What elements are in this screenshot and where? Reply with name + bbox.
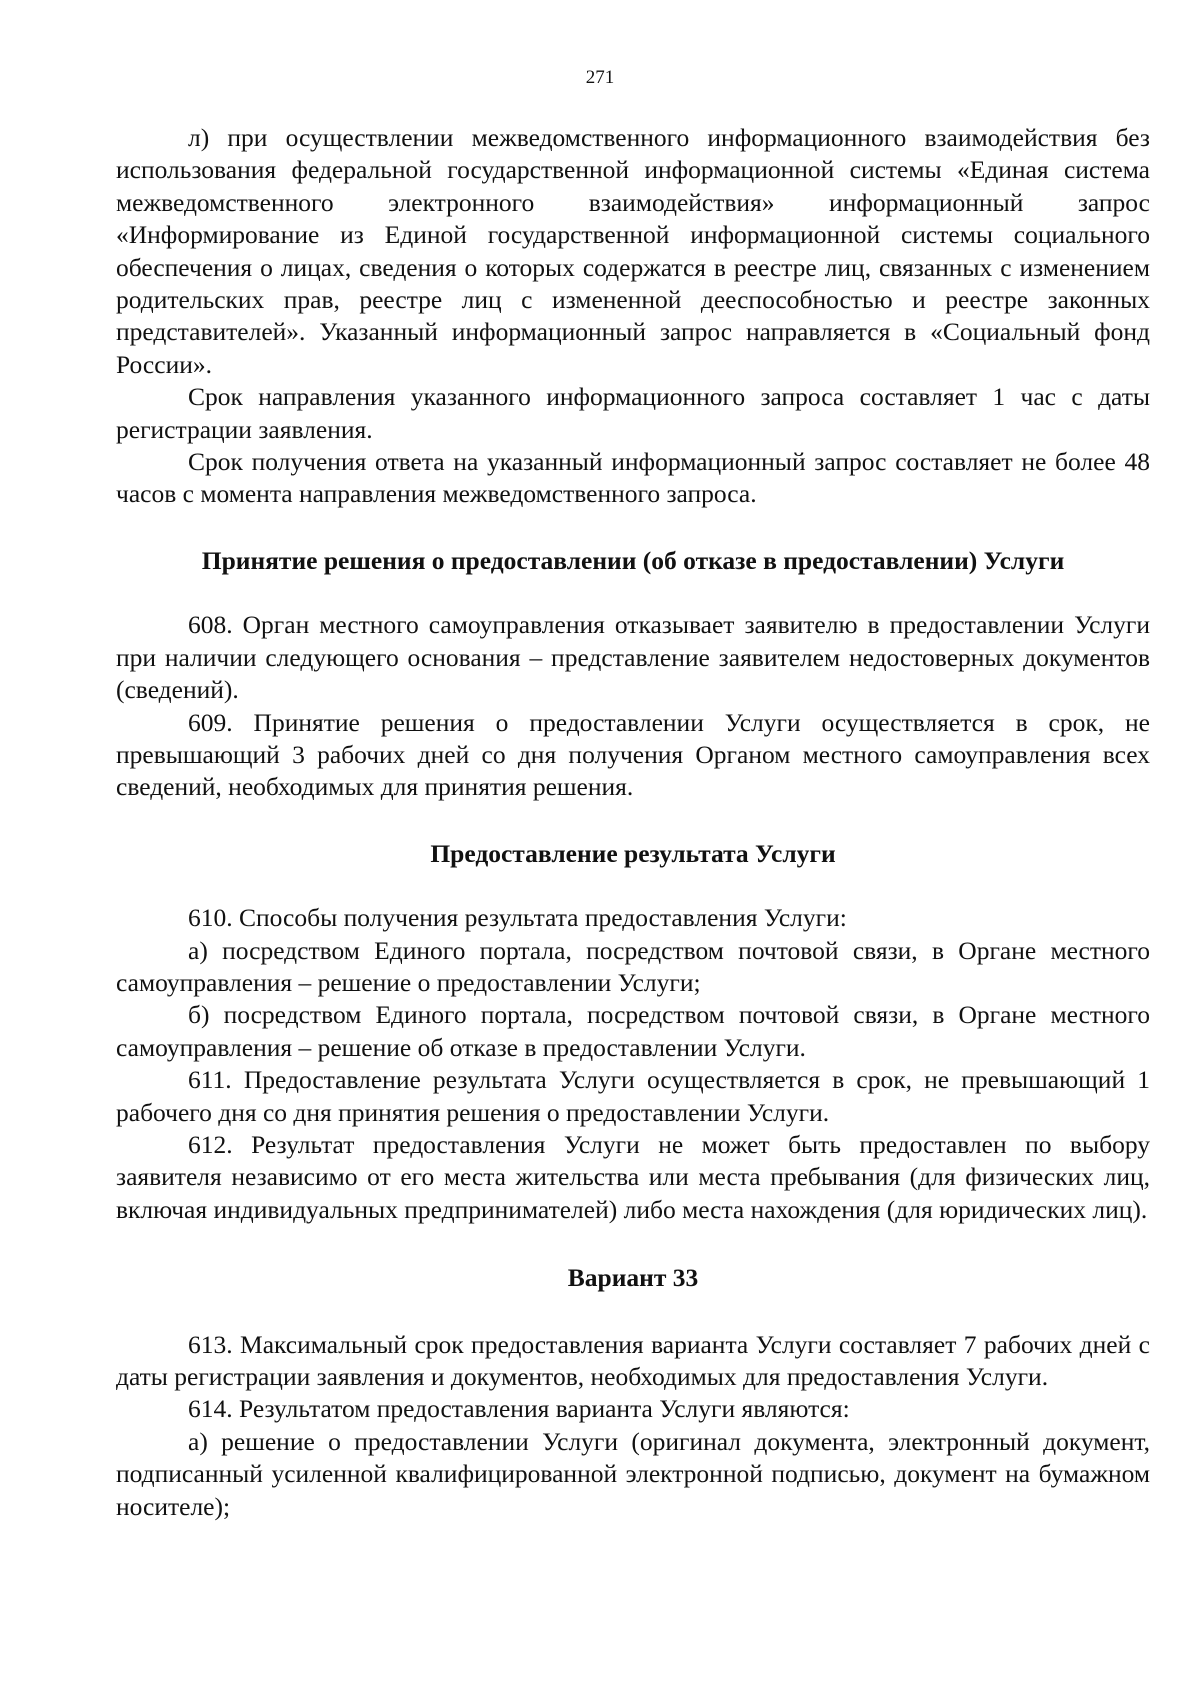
paragraph-response-deadline: Срок получения ответа на указанный информационный запрос составляет не более 48 часов с момента направления межведомственного запроса. (116, 447, 1150, 509)
paragraph-request-deadline: Срок направления указанного информационного запроса составляет 1 час с даты регистрации заявления. (116, 382, 1150, 444)
section-heading-decision: Принятие решения о предоставлении (об отказе в предоставлении) Услуги (201, 545, 1065, 575)
paragraph-612: 612. Результат предоставления Услуги не может быть предоставлен по выбору заявителя независимо от его места жительства или места пребывания (для физических лиц, включая индивидуальных предпринимателей) либо места нахождения (для юридических лиц). (116, 1129, 1150, 1224)
paragraph-611: 611. Предоставление результата Услуги осуществляется в срок, не превышающий 1 рабочего дня со дня принятия решения о предоставлении Услуги. (116, 1065, 1150, 1127)
document-body (116, 122, 1150, 1523)
paragraph-610: 610. Способы получения результата предоставления Услуги: (188, 903, 847, 933)
paragraph-610-a: а) посредством Единого портала, посредством почтовой связи, в Органе местного самоуправления – решение о предоставлении Услуги; (116, 935, 1150, 997)
paragraph-614: 614. Результатом предоставления варианта Услуги являются: (188, 1394, 850, 1424)
paragraph-613: 613. Максимальный срок предоставления варианта Услуги составляет 7 рабочих дней с даты регистрации заявления и документов, необходимых для предоставления Услуги. (116, 1329, 1150, 1391)
paragraph-l-interagency-request: л) при осуществлении межведомственного информационного взаимодействия без использования федеральной государственной информационной системы «Единая система межведомственного электронного взаимодействия» информационный запрос «Информирование из Единой государственной информационной системы социального обеспечения о лицах, сведения о которых содержатся в реестре лиц, связанных с изменением родительских прав, реестре лиц с измененной дееспособностью и реестре законных представителей». Указанный информационный запрос направляется в «Социальный фонд России». (116, 123, 1150, 379)
paragraph-614-a: а) решение о предоставлении Услуги (оригинал документа, электронный документ, подписанный усиленной квалифицированной электронной подписью, документ на бумажном носителе); (116, 1426, 1150, 1521)
section-heading-result: Предоставление результата Услуги (430, 838, 836, 868)
section-heading-variant-33: Вариант 33 (567, 1263, 699, 1293)
paragraph-609: 609. Принятие решения о предоставлении Услуги осуществляется в срок, не превышающий 3 рабочих дней со дня получения Органом местного самоуправления всех сведений, необходимых для принятия решения. (116, 707, 1150, 802)
paragraph-608: 608. Орган местного самоуправления отказывает заявителю в предоставлении Услуги при наличии следующего основания – представление заявителем недостоверных документов (сведений). (116, 610, 1150, 705)
page-number: 271 (585, 67, 615, 88)
paragraph-610-b: б) посредством Единого портала, посредством почтовой связи, в Органе местного самоуправления – решение об отказе в предоставлении Услуги. (116, 1000, 1150, 1062)
